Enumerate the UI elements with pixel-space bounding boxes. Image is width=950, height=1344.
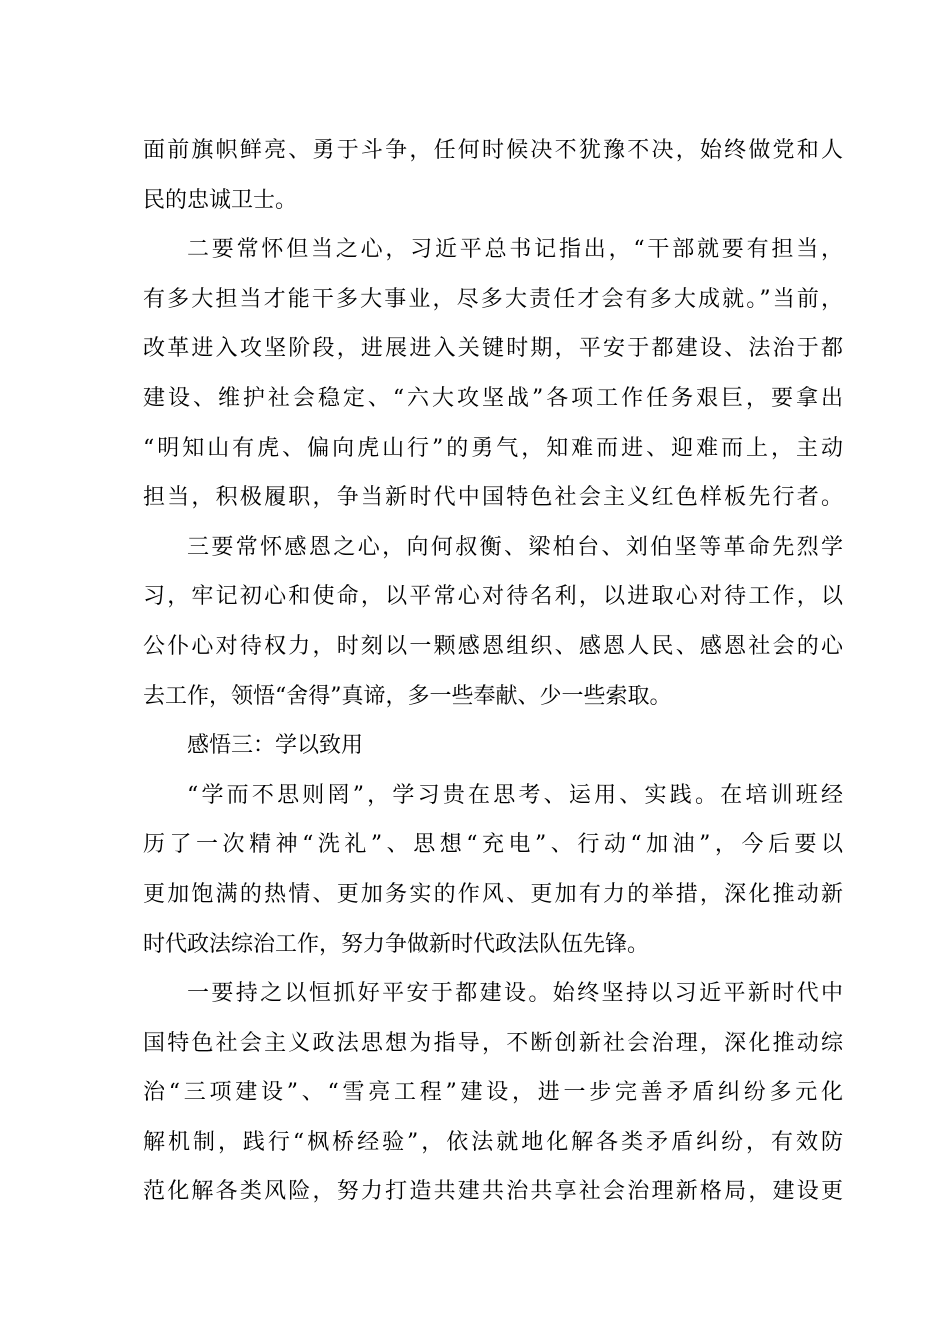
- text-line: 三要常怀感恩之心，向何叔衡、梁柏台、刘伯坚等革命先烈学: [187, 534, 843, 560]
- text-line: 去工作，领悟“舍得”真谛，多一些奉献、少一些索取。: [143, 683, 672, 709]
- text-line: 建设、维护社会稳定、“六大攻坚战”各项工作任务艰巨，要拿出: [143, 385, 843, 411]
- text-line: 治“三项建设”、“雪亮工程”建设，进一步完善矛盾纠纷多元化: [143, 1080, 843, 1106]
- text-line: 民的忠诚卫士。: [143, 187, 298, 213]
- text-line: 担当，积极履职，争当新时代中国特色社会主义红色样板先行者。: [143, 485, 843, 511]
- document-body: [143, 126, 843, 1217]
- text-line: “明知山有虎、偏向虎山行”的勇气，知难而进、迎难而上，主动: [143, 435, 843, 461]
- text-line: 范化解各类风险，努力打造共建共治共享社会治理新格局，建设更: [143, 1179, 843, 1205]
- text-line: 感悟三：学以致用: [187, 733, 364, 759]
- text-line: 面前旗帜鲜亮、勇于斗争，任何时候决不犹豫不决，始终做党和人: [143, 138, 843, 163]
- text-line: 改革进入攻坚阶段，进展进入关键时期，平安于都建设、法治于都: [143, 336, 843, 362]
- text-line: 解机制，践行“枫桥经验”，依法就地化解各类矛盾纠纷，有效防: [143, 1129, 843, 1155]
- text-line: 国特色社会主义政法思想为指导，不断创新社会治理，深化推动综: [143, 1030, 843, 1056]
- text-line: 一要持之以恒抓好平安于都建设。始终坚持以习近平新时代中: [187, 981, 843, 1007]
- text-line: 有多大担当才能干多大事业，尽多大责任才会有多大成就。”当前，: [143, 286, 843, 312]
- text-line: 更加饱满的热情、更加务实的作风、更加有力的举措，深化推动新: [143, 881, 843, 907]
- text-line: 二要常怀但当之心，习近平总书记指出，“干部就要有担当，: [187, 237, 843, 263]
- text-line: 历了一次精神“洗礼”、思想“充电”、行动“加油”，今后要以: [143, 832, 843, 858]
- text-line: “学而不思则罔”，学习贵在思考、运用、实践。在培训班经: [187, 782, 843, 808]
- text-line: 时代政法综治工作，努力争做新时代政法队伍先锋。: [143, 931, 650, 957]
- text-line: 习，牢记初心和使命，以平常心对待名利，以进取心对待工作，以: [143, 584, 843, 610]
- text-line: 公仆心对待权力，时刻以一颗感恩组织、感恩人民、感恩社会的心: [143, 633, 843, 659]
